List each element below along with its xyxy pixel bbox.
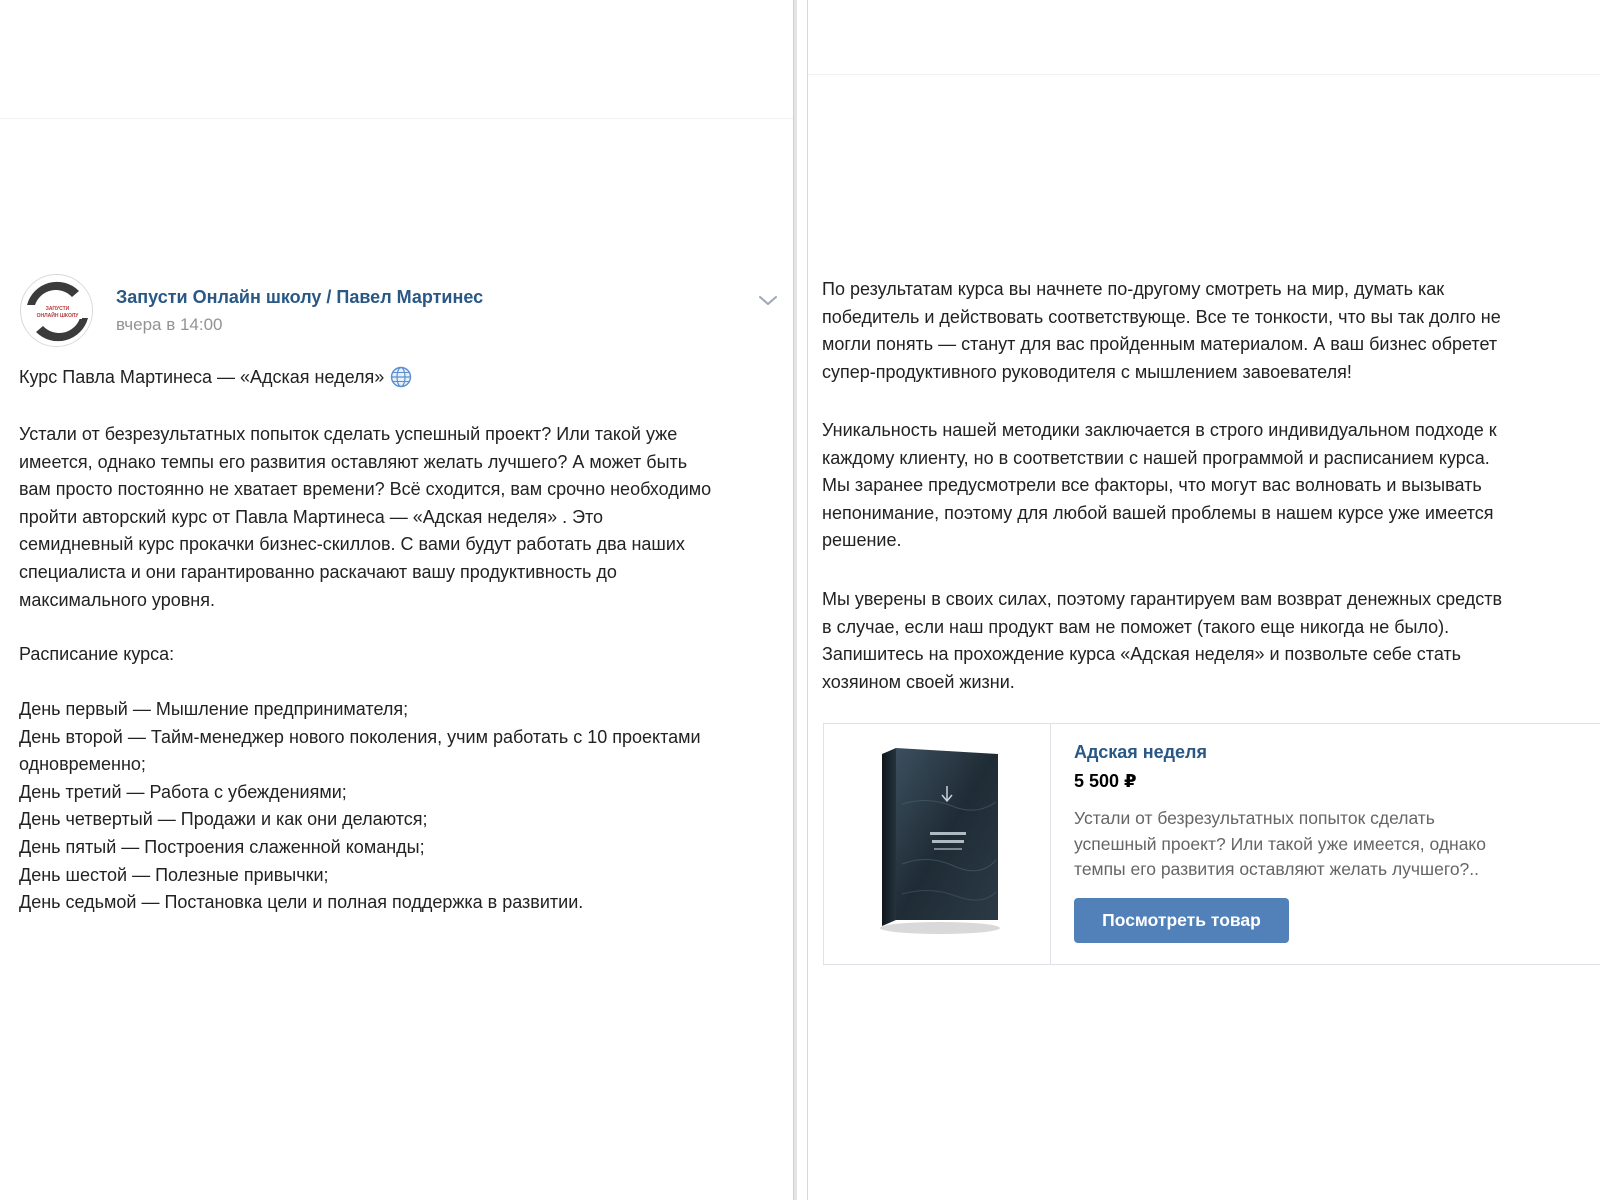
globe-icon — [390, 366, 412, 388]
product-card — [823, 723, 1600, 965]
product-box-image — [868, 744, 1008, 944]
pane-divider — [793, 0, 808, 1200]
schedule-list: День первый — Мышление предпринимателя; День второй — Тайм-менеджер нового поколения, учим работать с 10 проектами одновременно; День третий — Работа с убеждениями; День четвертый — Продажи и как они делаются; День пятый — Построения слаженной команды; День шестой — Полезные привычки; День седьмой — Постановка цели и полная поддержка в развитии. — [19, 699, 701, 913]
chevron-down-icon[interactable] — [756, 288, 780, 312]
uniqueness-paragraph: Уникальность нашей методики заключается в строго индивидуальном подходе к каждому клиенту, но в соответствии с нашей программой и расписанием курса. Мы заранее предусмотрели все факторы, что могут вас волновать и вызывать непонимание, поэтому для любой вашей проблемы в нашем курсе уже имеется решение. — [822, 420, 1497, 551]
post-author-link[interactable]: Запусти Онлайн школу / Павел Мартинес — [116, 287, 484, 307]
schedule-heading: Расписание курса: — [19, 644, 175, 664]
product-name-link[interactable]: Адская неделя — [1074, 742, 1207, 762]
post-left-pane — [0, 0, 793, 1200]
top-separator — [0, 118, 793, 119]
view-product-button[interactable]: Посмотреть товар — [1074, 898, 1289, 943]
post-title: Курс Павла Мартинеса — «Адская неделя» — [19, 367, 385, 387]
top-separator-right — [808, 74, 1600, 75]
post-intro-paragraph: Устали от безрезультатных попыток сделать успешный проект? Или такой уже имеется, однако темпы его развития оставляют желать лучшего? А может быть вам просто постоянно не хватает времени? Всё сходится, вам срочно необходимо пройти авторский курс от Павла Мартинеса — «Адская неделя» . Это семидневный курс прокачки бизнес-скиллов. С вами будут работать два наших специалиста и они гарантированно раскачают вашу продуктивность до максимального уровня. — [19, 424, 712, 610]
guarantee-paragraph: Мы уверены в своих силах, поэтому гарантируем вам возврат денежных средств в случае, если наш продукт вам не поможет (такого еще никогда не было). Запишитесь на прохождение курса «Адская неделя» и позвольте себе стать хозяином своей жизни. — [822, 589, 1503, 692]
product-image[interactable] — [824, 724, 1051, 964]
post-timestamp[interactable]: вчера в 14:00 — [116, 315, 223, 334]
svg-text:ЗАПУСТИ: ЗАПУСТИ — [45, 306, 70, 312]
community-logo — [21, 275, 93, 347]
product-description: Устали от безрезультатных попыток сделать успешный проект? Или такой уже имеется, однако темпы его развития оставляют желать лучшего?.. — [1074, 808, 1487, 879]
results-paragraph: По результатам курса вы начнете по-другому смотреть на мир, думать как победитель и действовать соответствующе. Все те тонкости, что вы так долго не могли понять — станут для вас пройденным материалом. А ваш бизнес обретет супер-продуктивного руководителя с мышлением завоевателя! — [822, 279, 1501, 382]
product-price: 5 500 ₽ — [1074, 771, 1137, 791]
avatar[interactable] — [20, 274, 93, 347]
post-title-line — [19, 366, 412, 388]
svg-text:ОНЛАЙН ШКОЛУ: ОНЛАЙН ШКОЛУ — [36, 313, 79, 319]
